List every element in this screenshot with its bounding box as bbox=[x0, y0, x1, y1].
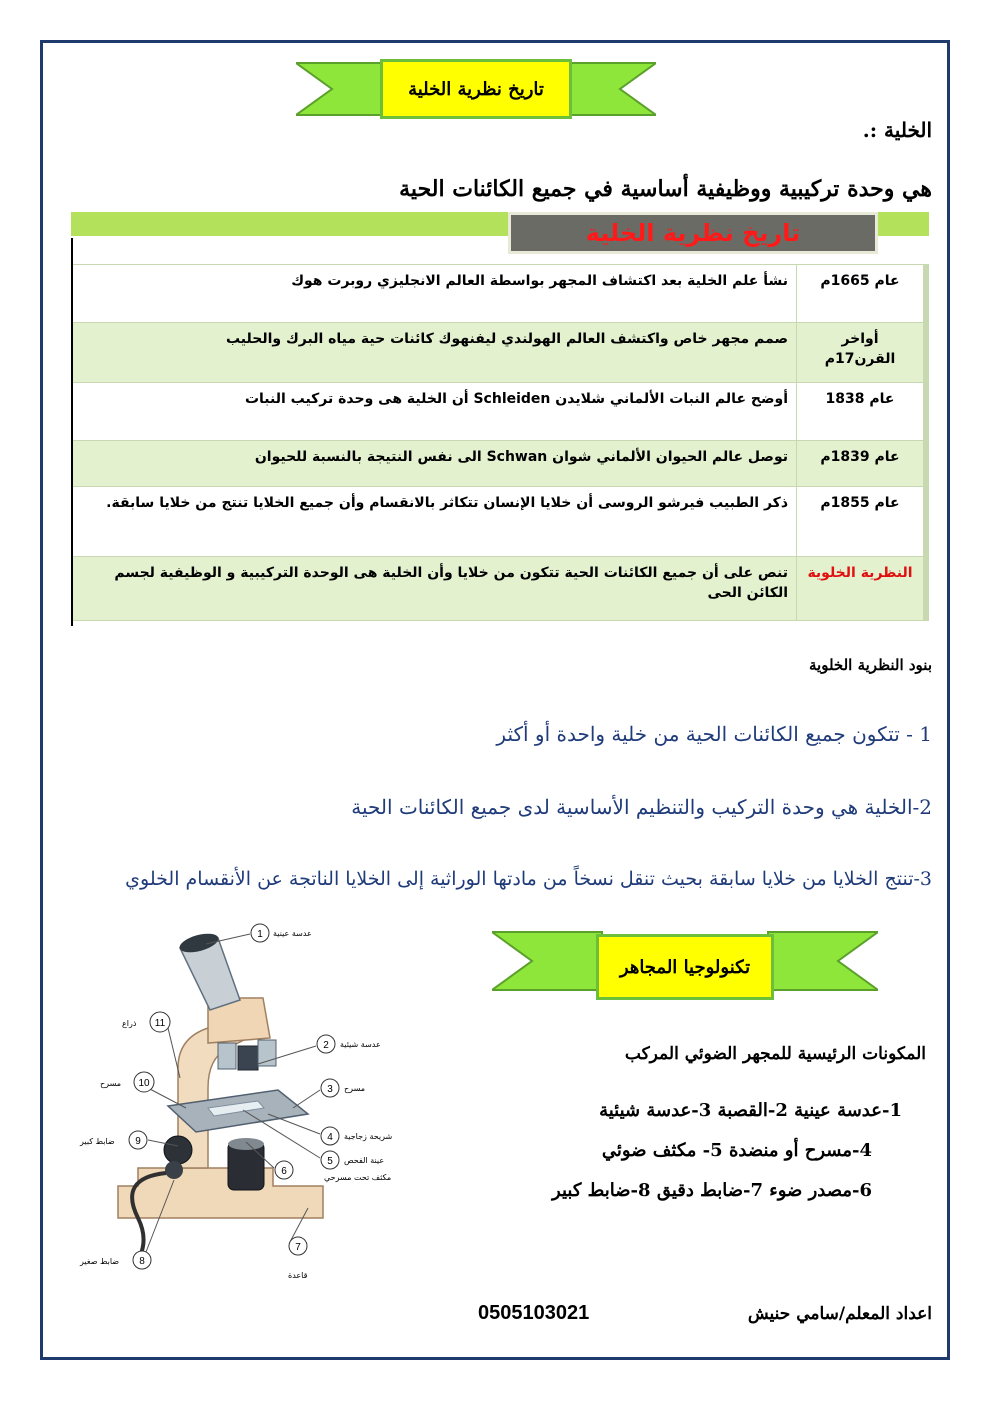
history-table bbox=[71, 264, 929, 621]
history-table-section bbox=[71, 212, 929, 626]
part-label: ضابط صغير bbox=[80, 1257, 120, 1266]
part-label: شريحة زجاجية bbox=[344, 1132, 393, 1141]
cell-definition: هي وحدة تركيبية ووظيفية أساسية في جميع الكائنات الحية bbox=[399, 176, 932, 202]
row-text: صمم مجهر خاص واكتشف العالم الهولندي ليفنهوك كائنات حية مياه البرك والحليب bbox=[72, 323, 797, 383]
label-number: 2 bbox=[323, 1040, 329, 1051]
author-credit: اعداد المعلم/سامي حنيش bbox=[747, 1304, 932, 1324]
row-text: ذكر الطبيب فيرشو الروسى أن خلايا الإنسان تتكاثر بالانقسام وأن جميع الخلايا تنتج من خلايا سابقة. bbox=[72, 487, 797, 557]
part-label: عدسة شيئية bbox=[340, 1040, 381, 1049]
label-number: 3 bbox=[327, 1084, 333, 1095]
components-line: 6-مصدر ضوء 7-ضابط دقيق 8-ضابط كبير bbox=[552, 1180, 872, 1201]
row-year: عام 1855م bbox=[797, 487, 927, 557]
principles-heading: بنود النظرية الخلوية bbox=[809, 656, 932, 674]
table-row bbox=[72, 265, 927, 323]
table-row bbox=[72, 557, 927, 621]
principle-item: 2-الخلية هي وحدة التركيب والتنظيم الأساسية لدى جميع الكائنات الحية bbox=[351, 795, 932, 819]
row-text: نشأ علم الخلية بعد اكتشاف المجهر بواسطة العالم الانجليزي روبرت هوك bbox=[72, 265, 797, 323]
row-year: أواخر القرن17م bbox=[797, 323, 927, 383]
row-year: عام 1839م bbox=[797, 441, 927, 487]
row-text: تنص على أن جميع الكائنات الحية تتكون من خلايا وأن الخلية هى الوحدة التركيبية و الوظيفية لجسم الكائن الحى bbox=[72, 557, 797, 621]
table-row bbox=[72, 441, 927, 487]
principle-item: 3-تنتج الخلايا من خلايا سابقة بحيث تنقل نسخاً من مادتها الوراثية إلى الخلايا الناتجة عن الأنقسام الخلوي bbox=[125, 868, 932, 890]
table-row bbox=[72, 323, 927, 383]
row-year: عام 1838 bbox=[797, 383, 927, 441]
phone-number: 0505103021 bbox=[478, 1302, 590, 1324]
principle-item: 1 - تتكون جميع الكائنات الحية من خلية واحدة أو أكثر bbox=[496, 722, 932, 746]
history-table-title: تاريخ نظرية الخلية bbox=[508, 212, 878, 254]
microscopes-banner bbox=[492, 928, 878, 1004]
part-label: مسرح bbox=[100, 1079, 121, 1088]
title-banner bbox=[296, 57, 656, 121]
cell-heading: الخلية :. bbox=[862, 118, 932, 142]
part-label: عينة الفحص bbox=[344, 1156, 385, 1165]
table-row bbox=[72, 383, 927, 441]
label-number: 6 bbox=[281, 1166, 287, 1177]
label-number: 8 bbox=[139, 1256, 145, 1267]
part-label: قاعدة bbox=[288, 1271, 308, 1280]
table-left-rule bbox=[71, 238, 73, 626]
table-row bbox=[72, 487, 927, 557]
label-number: 1 bbox=[257, 929, 263, 940]
microscope-diagram bbox=[78, 918, 398, 1290]
components-heading: المكونات الرئيسية للمجهر الضوئي المركب bbox=[624, 1044, 926, 1064]
label-number: 5 bbox=[327, 1156, 333, 1167]
components-line: 1-عدسة عينية 2-القصبة 3-عدسة شيئية bbox=[599, 1100, 902, 1121]
part-label: مكثف تحت مسرحي bbox=[324, 1173, 392, 1182]
row-year: النظرية الخلوية bbox=[797, 557, 927, 621]
part-label: ذراع bbox=[122, 1019, 137, 1028]
part-label: مسرح bbox=[344, 1084, 365, 1093]
label-number: 11 bbox=[154, 1018, 166, 1029]
part-label: ضابط كبير bbox=[80, 1137, 115, 1146]
microscope-illustration bbox=[78, 918, 398, 1290]
banner-title: تاريخ نظرية الخلية bbox=[380, 59, 572, 119]
row-year: عام 1665م bbox=[797, 265, 927, 323]
label-number: 4 bbox=[327, 1132, 333, 1143]
label-number: 7 bbox=[295, 1242, 301, 1253]
banner-title: تكنولوجيا المجاهر bbox=[596, 934, 774, 1000]
part-label: عدسة عينية bbox=[273, 929, 312, 938]
row-text: أوضح عالم النبات الألماني شلايدن Schleiden أن الخلية هى وحدة تركيب النبات bbox=[72, 383, 797, 441]
label-number: 10 bbox=[138, 1078, 150, 1089]
row-text: توصل عالم الحيوان الألماني شوان Schwan الى نفس النتيجة بالنسبة للحيوان bbox=[72, 441, 797, 487]
components-line: 4-مسرح أو منضدة 5- مكثف ضوئي bbox=[601, 1140, 872, 1161]
label-number: 9 bbox=[135, 1136, 141, 1147]
